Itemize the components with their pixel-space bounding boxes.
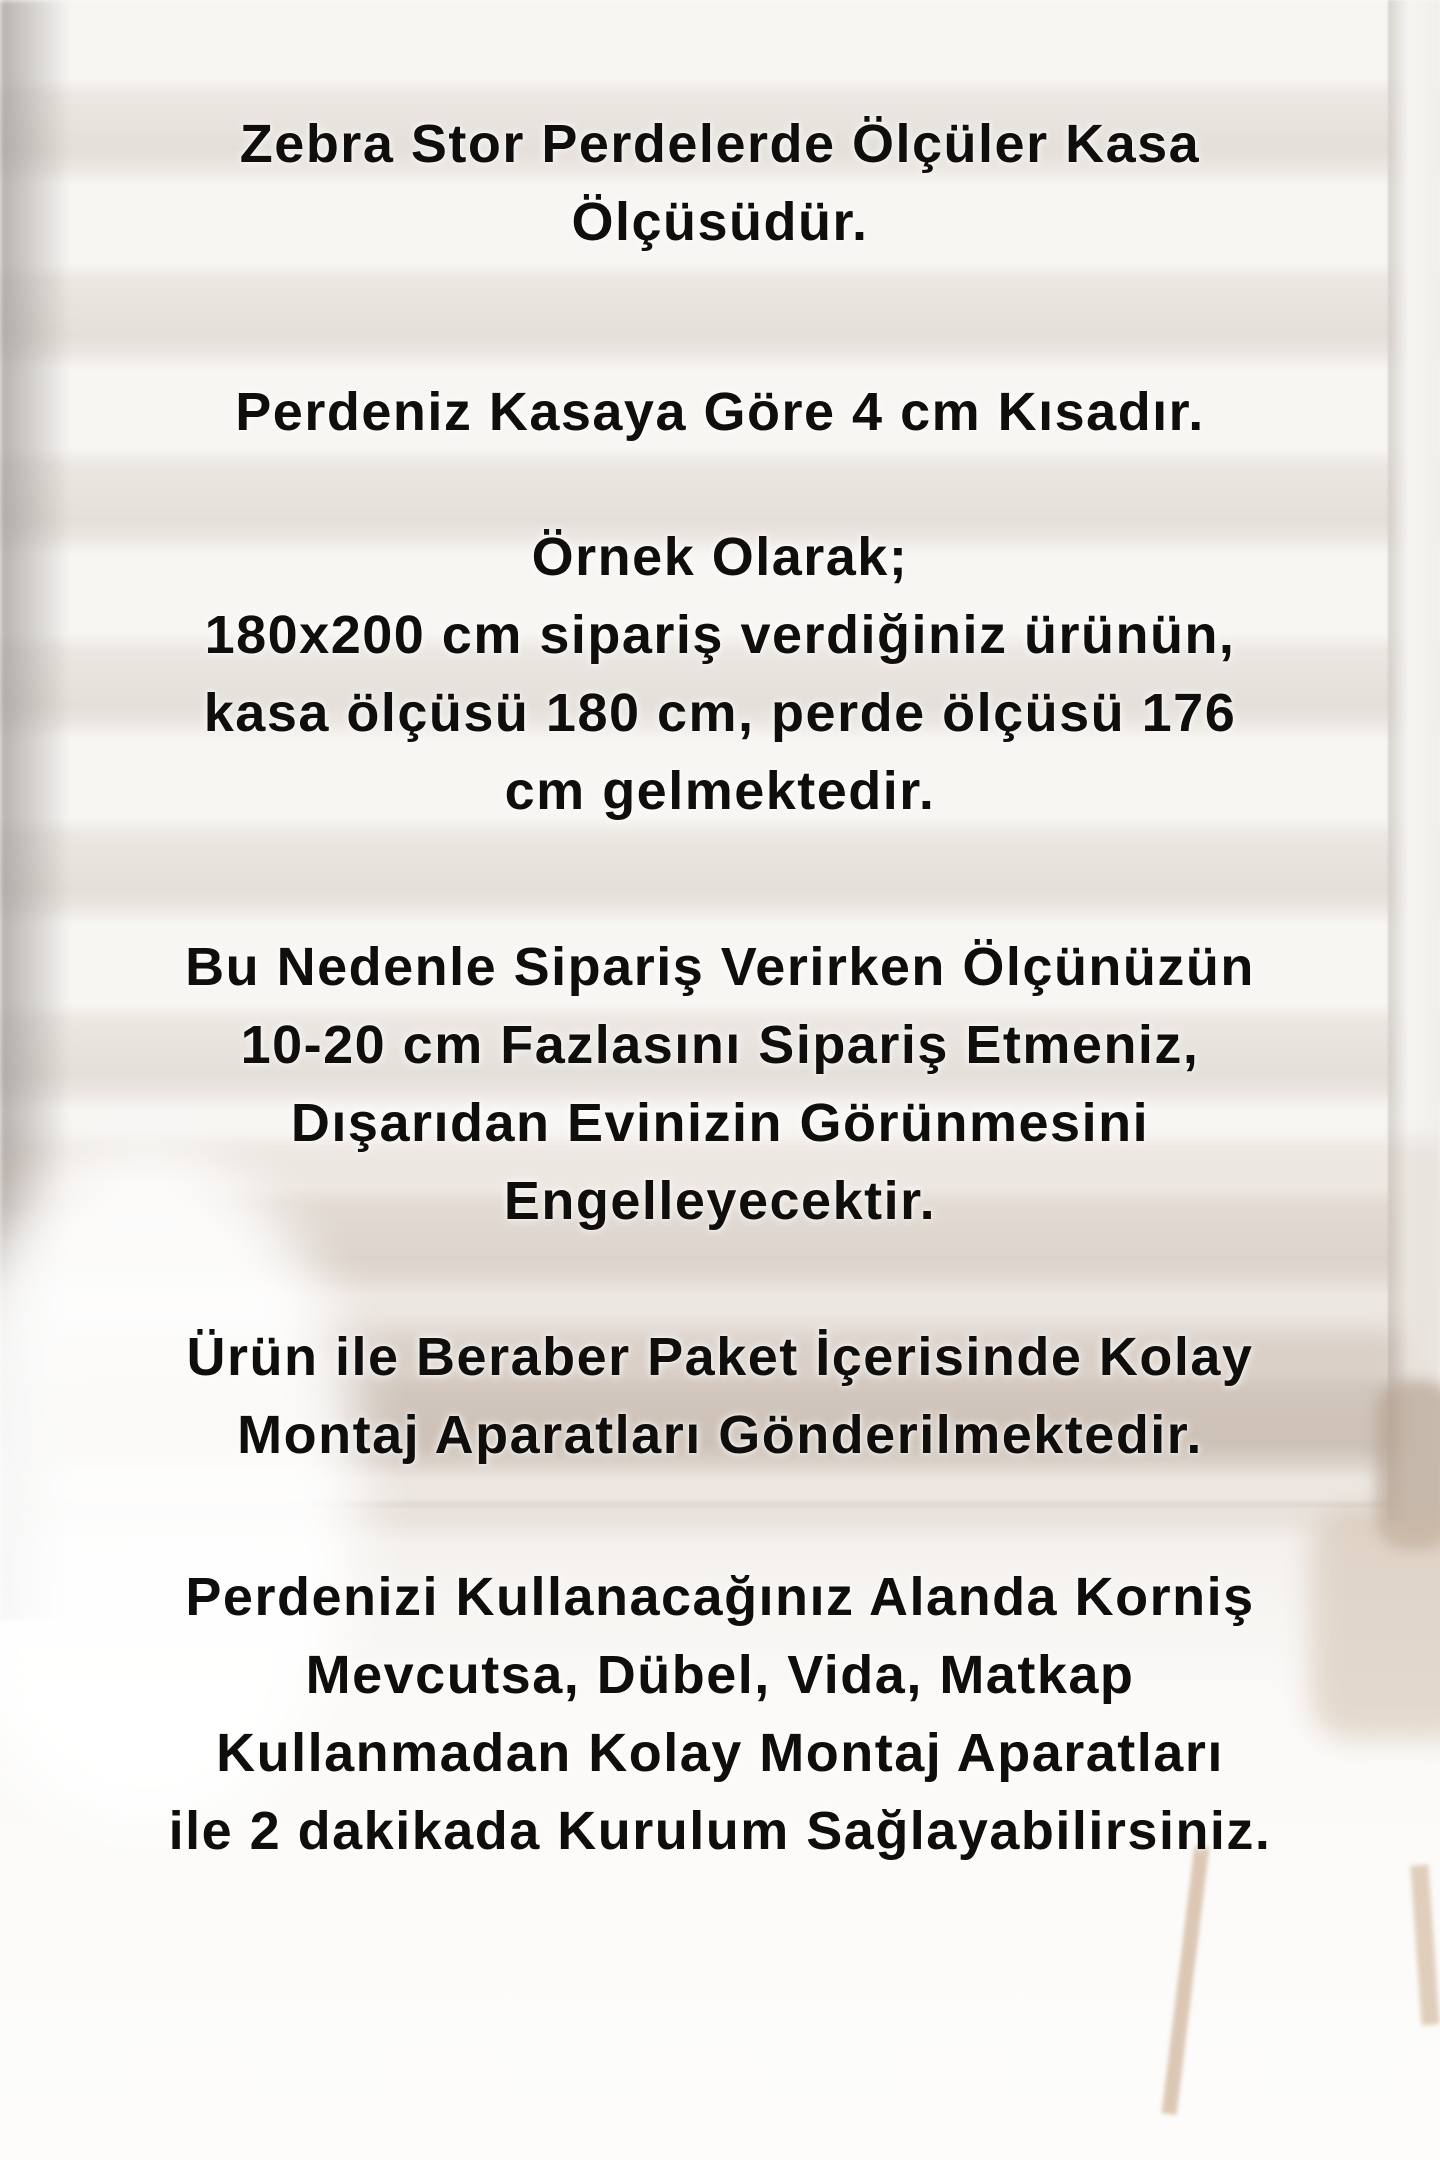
text-line: Perdenizi Kullanacağınız Alanda Korniş [185,1567,1255,1627]
paragraph-ornek [0,518,1440,830]
text-line: Ölçüsüdür. [571,192,869,252]
text-line: ile 2 dakikada Kurulum Sağlayabilirsiniz. [168,1801,1272,1861]
text-line: Zebra Stor Perdelerde Ölçüler Kasa [239,114,1201,174]
text-line: Örnek Olarak; [531,527,909,587]
text-line: Perdeniz Kasaya Göre 4 cm Kısadır. [235,382,1205,442]
paragraph-kasa-olcusu [0,105,1440,261]
text-line: kasa ölçüsü 180 cm, perde ölçüsü 176 [203,683,1237,743]
paragraph-kisa-uyari [0,373,1440,451]
text-line: 180x200 cm sipariş verdiğiniz ürünün, [204,605,1236,665]
paragraph-montaj-aparati [0,1318,1440,1474]
text-line: Dışarıdan Evinizin Görünmesini [290,1093,1150,1153]
text-line: Mevcutsa, Dübel, Vida, Matkap [305,1645,1135,1705]
text-line: Ürün ile Beraber Paket İçerisinde Kolay [186,1327,1254,1387]
text-line: Montaj Aparatları Gönderilmektedir. [237,1405,1203,1465]
text-line: 10-20 cm Fazlasını Sipariş Etmeniz, [240,1015,1200,1075]
paragraph-fazla-siparis [0,928,1440,1240]
text-line: Kullanmadan Kolay Montaj Aparatları [216,1723,1224,1783]
text-line: Engelleyecektir. [503,1171,937,1231]
text-line: cm gelmektedir. [504,761,936,821]
paragraph-kolay-kurulum [0,1558,1440,1870]
text-line: Bu Nedenle Sipariş Verirken Ölçünüzün [185,937,1255,997]
